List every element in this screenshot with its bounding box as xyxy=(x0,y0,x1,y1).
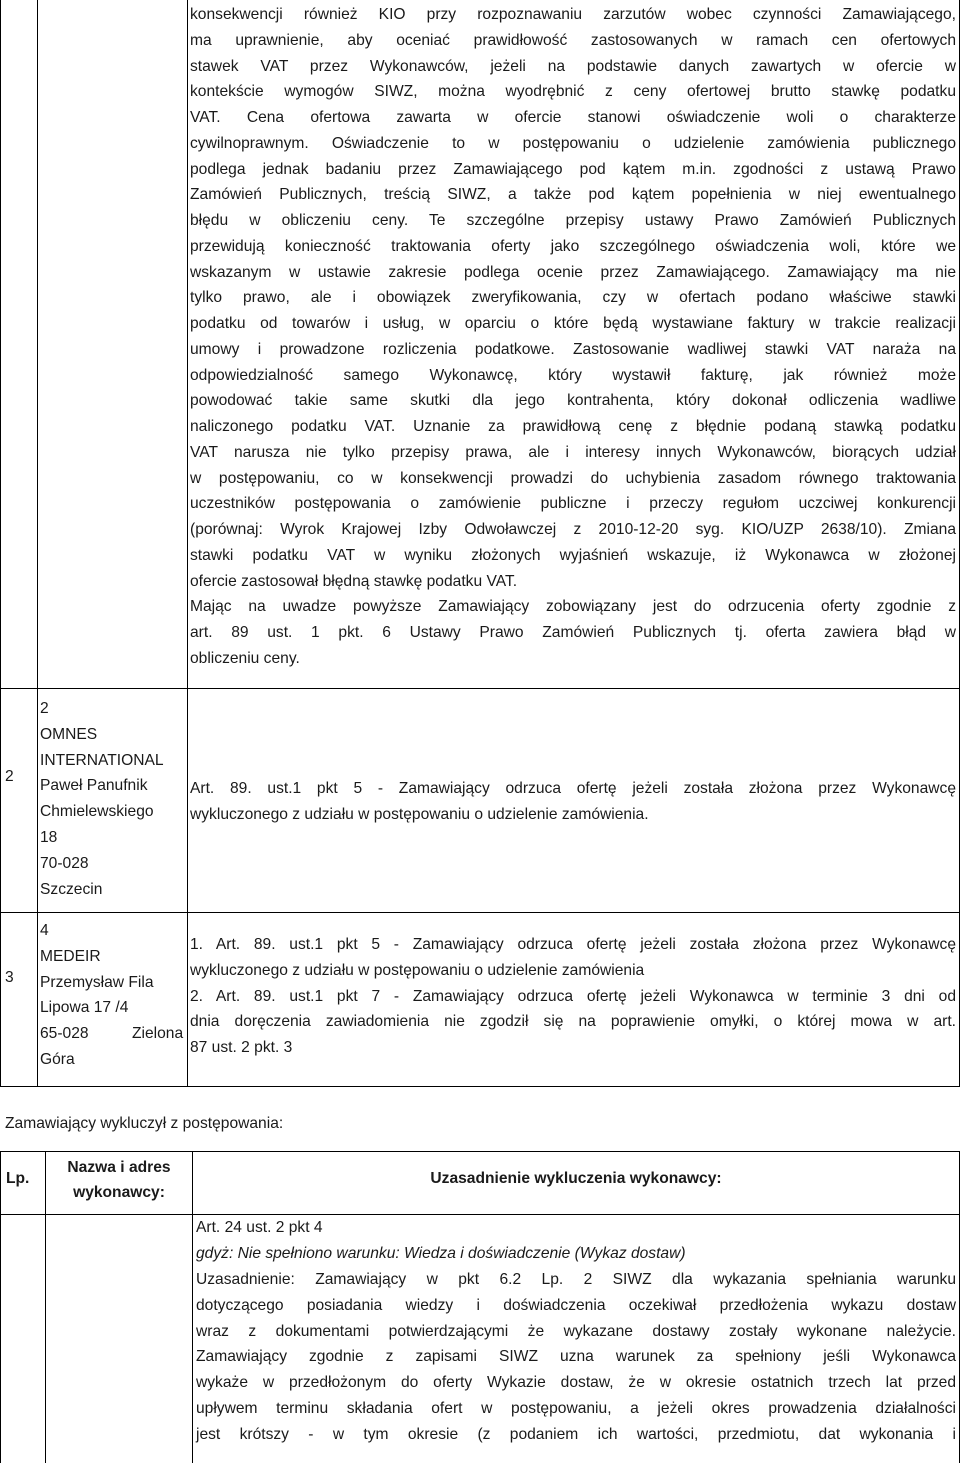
justification-line: jest krótszy - w tym okresie (z podaniem ich wartości, przedmiotu, dat wykonania i xyxy=(196,1425,956,1443)
reason-line: wykluczonego z udziału w postępowaniu o udzielenie zamówienia. xyxy=(190,805,649,823)
text-line: ofercie zastosował błędną stawkę podatku VAT. xyxy=(190,572,518,590)
text-line: odpowiedzialność samego Wykonawcę, który wystawił fakturę, jak również może xyxy=(190,366,956,384)
text-line: błędu w obliczeniu ceny. Te szczególne przepisy ustawy Prawo Zamówień Publicznych xyxy=(190,212,956,229)
contractor-line: OMNES xyxy=(40,725,98,743)
exclusion-cause: gdyż: Nie spełniono warunku: Wiedza i doświadczenie (Wykaz dostaw) xyxy=(196,1245,686,1262)
reason-line: Art. 89. ust.1 pkt 5 - Zamawiający odrzuca ofertę jeżeli została złożona przez Wykonawcę xyxy=(190,780,956,797)
text-line: uczestników postępowania o zamówienie publiczne i przeczy regułom uczciwej konkurencji xyxy=(190,495,956,513)
reason-line: dnia doręczenia zawiadomienia nie zgodził się na poprawienie omyłki, o której mowa w art. xyxy=(190,1013,956,1031)
reason-line: wykluczonego z udziału w postępowaniu o udzielenie zamówienia xyxy=(190,961,645,979)
header-name-address xyxy=(46,1155,192,1205)
contractor-line: Przemysław Fila xyxy=(40,973,154,991)
contractor-line: Paweł Panufnik xyxy=(40,777,148,795)
text-line: obliczeniu ceny. xyxy=(190,649,300,667)
contractor-line: Zielona xyxy=(132,1025,184,1043)
text-line: ma uprawnienie, aby oceniać prawidłowość zastosowanych w ramach cen ofertowych xyxy=(190,31,956,49)
text-line: (porównaj: Wyrok Krajowej Izby Odwoławczej z 2010-12-20 syg. KIO/UZP 2638/10). Zmiana xyxy=(190,521,956,538)
contractor-line: Chmielewskiego xyxy=(40,803,154,821)
text-line: powodować takie same skutki dla jego kontrahenta, który dokonał odliczenia wadliwe xyxy=(190,392,956,410)
text-line: art. 89 ust. 1 pkt. 6 Ustawy Prawo Zamówień Publicznych tj. oferta zawiera błąd w xyxy=(190,624,956,641)
contractor-line: 4 xyxy=(40,922,49,939)
text-line: Zamówień Publicznych, treścią SIWZ, a także pod kątem popełnienia w niej ewentualnego xyxy=(190,186,956,204)
header-name-line: wykonawcy: xyxy=(73,1184,165,1201)
text-line: tylko prawo, ale i obowiązek zweryfikowania, czy w ofertach podano właściwe stawki xyxy=(190,289,956,307)
contractor-line: 70-028 xyxy=(40,854,89,872)
text-line: stawek VAT przez Wykonawców, jeżeli na podstawie danych zawartych w ofercie w xyxy=(190,57,956,75)
text-line: stawki podatku VAT w wyniku złożonych wyjaśnień wskazuje, iż Wykonawca w złożonej xyxy=(190,546,956,564)
text-line: kontekście wymogów SIWZ, można wyodrębnić z ceny ofertowej brutto stawkę podatku xyxy=(190,83,956,101)
continued-justification-text xyxy=(190,2,956,672)
contractor-name-address xyxy=(40,696,164,902)
text-line: umowy i prowadzone rozliczenia podatkowe. Zastosowanie wadliwej stawki VAT naraża na xyxy=(190,340,956,358)
contractor-line: 2 xyxy=(40,700,49,717)
text-line: VAT narusza nie tylko przepisy prawa, ale i interesy innych Wykonawców, biorących udział xyxy=(190,443,956,461)
contractor-line: Góra xyxy=(40,1050,75,1068)
reason-line: 1. Art. 89. ust.1 pkt 5 - Zamawiający odrzuca ofertę jeżeli została złożona przez Wykonawcę xyxy=(190,936,956,953)
text-line: w postępowaniu, co w konsekwencji prowadzi do uchybienia zasadom równego traktowania xyxy=(190,469,956,487)
contractor-line: Lipowa 17 /4 xyxy=(40,999,129,1017)
row-number: 3 xyxy=(5,969,14,986)
justification-line: wykaże w przedłożonym do oferty Wykazie dostaw, że w okresie ostatnich trzech lat przed xyxy=(196,1374,956,1391)
text-line: Mając na uwadze powyższe Zamawiający zobowiązany jest do odrzucenia oferty zgodnie z xyxy=(190,598,956,616)
justification-line: wraz z dokumentami potwierdzającymi że wykazane dostawy zostały wykonane należycie. xyxy=(196,1322,956,1340)
contractor-line: MEDEIR xyxy=(40,947,101,965)
contractor-line: Szczecin xyxy=(40,880,103,898)
justification-line: dotyczącego posiadania wiedzy i doświadczenia oczekiwał przedłożenia wykazu dostaw xyxy=(196,1296,956,1314)
excluded-section-heading: Zamawiający wykluczył z postępowania: xyxy=(5,1115,284,1132)
justification-line: upływem terminu składania ofert w postępowaniu, a jeżeli okres prowadzenia działalności xyxy=(196,1399,956,1417)
text-line: cywilnoprawnym. Oświadczenie to w postępowaniu o udzielenie zamówienia publicznego xyxy=(190,134,956,152)
rejection-reason xyxy=(190,776,956,828)
contractor-line: 65-028 xyxy=(40,1025,89,1043)
reason-line: 2. Art. 89. ust.1 pkt 7 - Zamawiający odrzuca ofertę jeżeli Wykonawca w terminie 3 dni od xyxy=(190,987,956,1005)
header-lp: Lp. xyxy=(6,1170,30,1187)
justification-line: Zamawiający zgodnie z zapisami SIWZ uzna warunek za spełniony jeśli Wykonawca xyxy=(196,1348,956,1366)
legal-basis: Art. 24 ust. 2 pkt 4 xyxy=(196,1219,323,1236)
text-line: naliczonego podatku VAT. Uznanie za prawidłową cenę z błędnie podaną stawką podatku xyxy=(190,418,956,435)
text-line: VAT. Cena ofertowa zawarta w ofercie stanowi oświadczenie woli o charakterze xyxy=(190,109,956,126)
text-line: podatku od towarów i usług, w oparciu o które będą wystawiane faktury w trakcie realizacji xyxy=(190,315,956,332)
contractor-city-line xyxy=(40,1021,187,1047)
contractor-line: 18 xyxy=(40,828,58,846)
rejection-reason xyxy=(190,932,956,1061)
exclusion-justification xyxy=(196,1267,956,1447)
reason-line: 87 ust. 2 pkt. 3 xyxy=(190,1039,293,1056)
contractor-line: INTERNATIONAL xyxy=(40,751,164,769)
header-reason: Uzasadnienie wykluczenia wykonawcy: xyxy=(430,1170,722,1187)
row-number: 2 xyxy=(5,768,14,785)
text-line: wskazanym w ustawie zakresie podlega ocenie przez Zamawiającego. Zamawiający ma nie xyxy=(190,263,956,281)
text-line: podlega jednak badaniu przez Zamawiającego pod kątem m.in. zgodności z ustawą Prawo xyxy=(190,160,956,178)
header-name-line: Nazwa i adres xyxy=(67,1159,171,1176)
text-line: przewidują konieczność traktowania oferty jako szczególnego oświadczenia woli, które we xyxy=(190,237,956,255)
text-line: konsekwencji również KIO przy rozpoznawaniu zarzutów wobec czynności Zamawiającego, xyxy=(190,6,956,23)
contractor-name-address xyxy=(40,918,187,1073)
justification-line: Uzasadnienie: Zamawiający w pkt 6.2 Lp. 2 SIWZ dla wykazania spełniania warunku xyxy=(196,1271,956,1288)
